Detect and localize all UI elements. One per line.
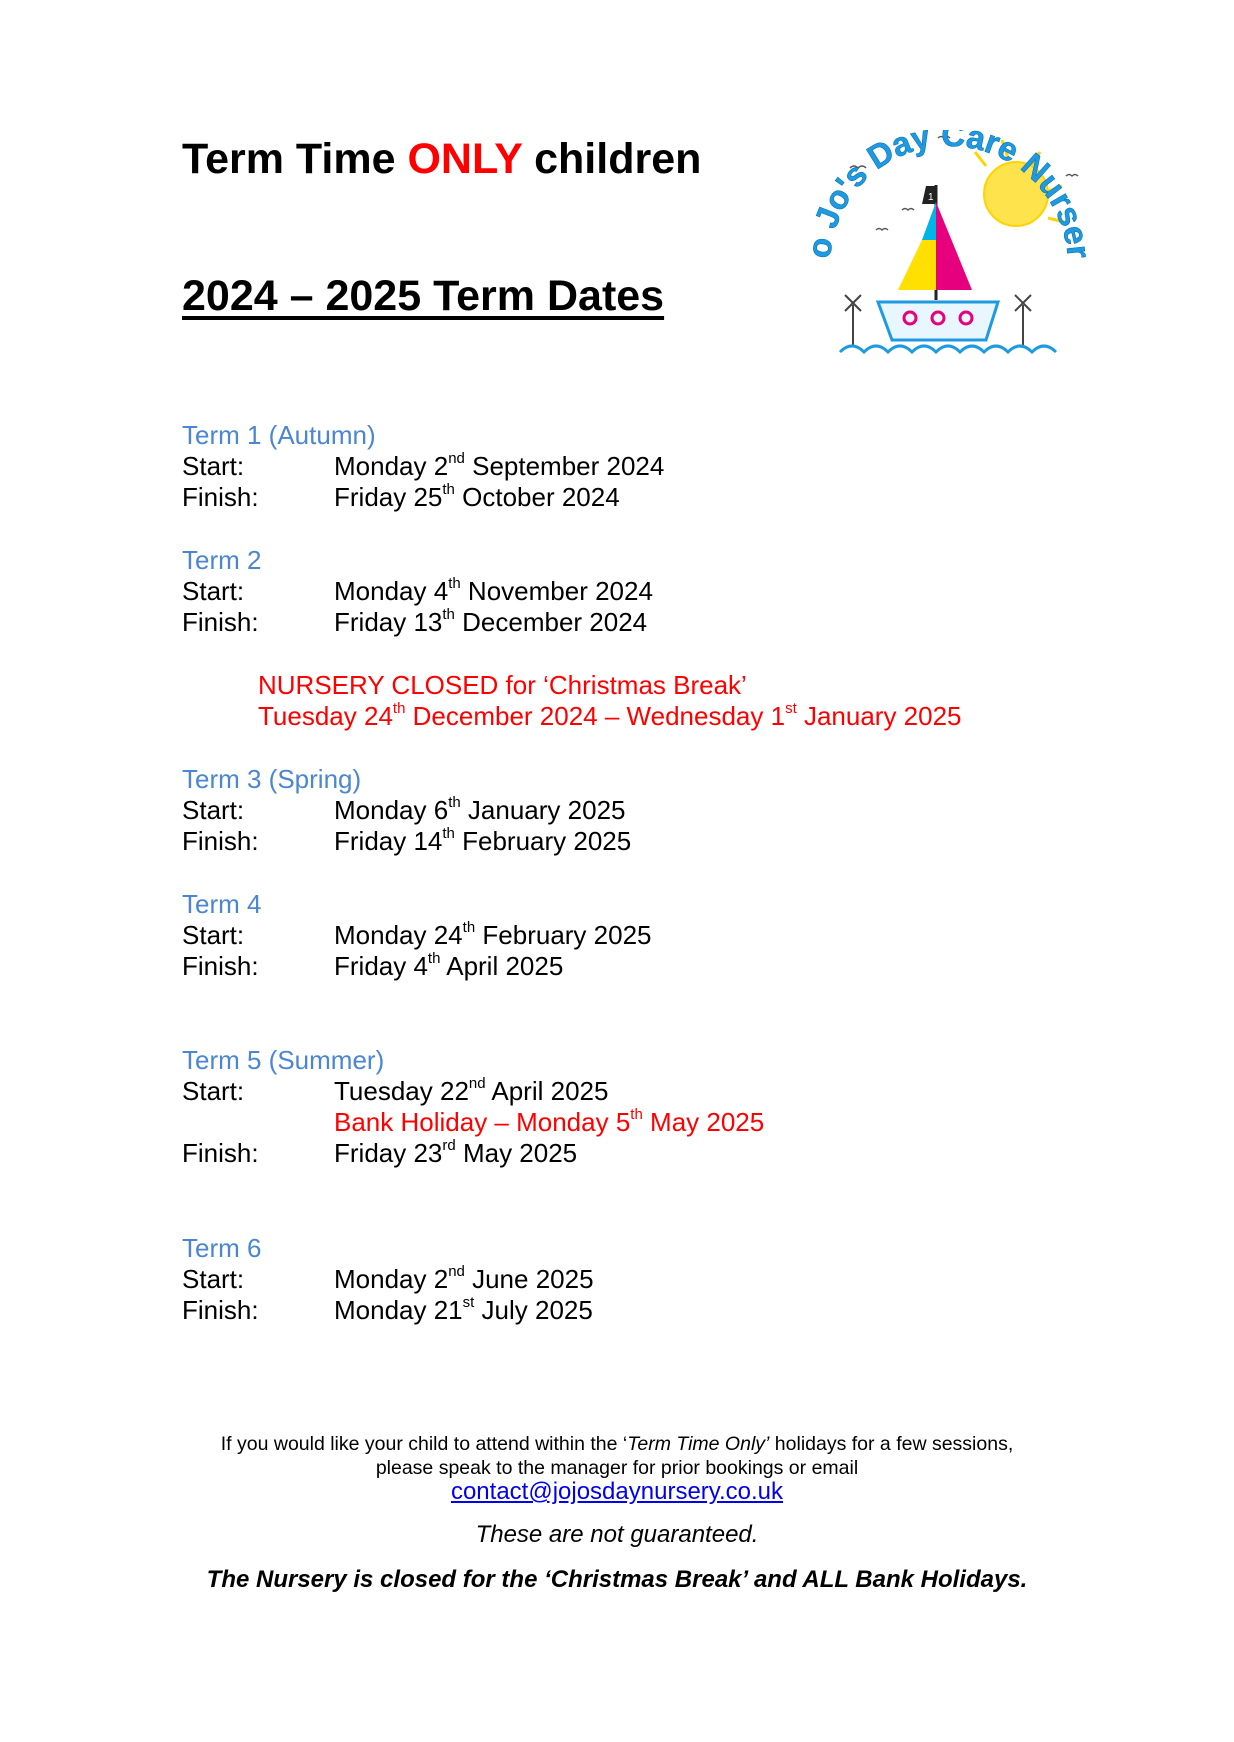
term-2-heading: Term 2	[182, 545, 262, 575]
term-1-start-date: Monday 2nd September 2024	[334, 450, 665, 481]
footer-info-line-2: please speak to the manager for prior bookings or email	[375, 1457, 859, 1479]
term-4-start-date: Monday 24th February 2025	[334, 919, 652, 950]
term-3-start-date: Monday 6th January 2025	[334, 794, 626, 825]
flag-number: 1	[928, 192, 934, 203]
waves-icon	[840, 346, 1056, 352]
title-text-only: ONLY	[407, 135, 523, 183]
logo-text: Jo's Day Care Nurs	[810, 130, 1090, 233]
term-5-finish-label: Finish:	[182, 1138, 259, 1168]
term-5-start-date: Tuesday 22nd April 2025	[334, 1075, 609, 1106]
page-subtitle: 2024 – 2025 Term Dates	[182, 272, 665, 320]
term-4-finish-label: Finish:	[182, 951, 259, 981]
term-5-heading: Term 5 (Summer)	[182, 1045, 385, 1075]
term-3-heading: Term 3 (Spring)	[182, 764, 362, 794]
term-3-finish-date: Friday 14th February 2025	[334, 825, 632, 856]
term-6-heading: Term 6	[182, 1233, 262, 1263]
term-3-start-label: Start:	[182, 795, 245, 825]
not-guaranteed-note: These are not guaranteed.	[475, 1521, 759, 1548]
term-1-finish-date: Friday 25th October 2024	[334, 481, 620, 512]
term-1-finish-label: Finish:	[182, 482, 259, 512]
footer-info-line-1: If you would like your child to attend within the ‘Term Time Only’ holidays for a few sessions,	[220, 1433, 1014, 1455]
term-5-start-label: Start:	[182, 1076, 245, 1106]
title-text-1: Term Time	[182, 135, 408, 183]
term-3-finish-label: Finish:	[182, 826, 259, 856]
term-6-start-date: Monday 2nd June 2025	[334, 1263, 594, 1294]
logo-graphic	[810, 130, 1090, 390]
term-2-finish-date: Friday 13th December 2024	[334, 606, 648, 637]
term-2-start-label: Start:	[182, 576, 245, 606]
term-6-finish-label: Finish:	[182, 1295, 259, 1325]
term-2-start-date: Monday 4th November 2024	[334, 575, 653, 606]
nursery-logo	[810, 130, 1090, 390]
term-1-heading: Term 1 (Autumn)	[182, 420, 376, 450]
term-4-finish-date: Friday 4th April 2025	[334, 950, 564, 981]
term-1-start-label: Start:	[182, 451, 245, 481]
term-2-finish-label: Finish:	[182, 607, 259, 637]
term-4-start-label: Start:	[182, 920, 245, 950]
term-6-start-label: Start:	[182, 1264, 245, 1294]
title-text-2: children	[522, 135, 702, 183]
term-5-bank-holiday: Bank Holiday – Monday 5th May 2025	[334, 1106, 765, 1137]
page-title	[182, 135, 702, 183]
term-6-finish-date: Monday 21st July 2025	[334, 1294, 593, 1325]
christmas-closure-title: NURSERY CLOSED for ‘Christmas Break’	[258, 670, 747, 700]
term-5-finish-date: Friday 23rd May 2025	[334, 1137, 578, 1168]
term-4-heading: Term 4	[182, 889, 262, 919]
contact-email-link[interactable]: contact@jojosdaynursery.co.uk	[450, 1478, 784, 1505]
closure-notice: The Nursery is closed for the ‘Christmas Break’ and ALL Bank Holidays.	[206, 1566, 1028, 1593]
christmas-closure-dates: Tuesday 24th December 2024 – Wednesday 1st January 2025	[258, 700, 962, 731]
